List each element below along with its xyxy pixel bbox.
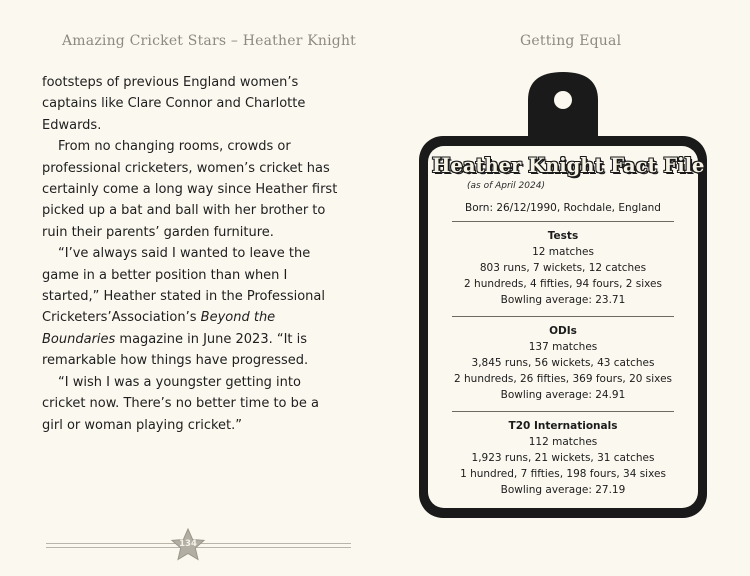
page-number-badge [170,528,206,562]
stats-tests [435,228,691,308]
fact-file-date-note: (as of April 2024) [467,181,545,191]
stats-line: 137 matches [528,341,598,354]
stats-heading: ODIs [549,325,577,337]
stats-heading: Tests [547,230,579,242]
fact-file-born: Born: 26/12/1990, Rochdale, England [465,202,661,214]
stats-line: 3,845 runs, 56 wickets, 43 catches [471,357,655,370]
running-head-right: Getting Equal [520,33,622,49]
divider [452,221,674,222]
page-number: 134 [179,539,197,549]
right-page [375,0,750,576]
stats-line: 112 matches [528,436,598,449]
stats-line: Bowling average: 24.91 [500,389,626,402]
stats-line: Bowling average: 27.19 [500,484,626,497]
stats-heading: T20 Internationals [508,420,618,432]
stats-t20 [435,418,691,498]
body-text [42,72,342,436]
divider [452,411,674,412]
stats-line: 2 hundreds, 26 fifties, 369 fours, 20 sixes [454,373,672,386]
body-paragraph [42,243,342,371]
text-run: From no changing rooms, crowds or professional cricketers, women’s cricket has certainly come a long way since Heather first picked up a bat and ball with her brother to ruin their parents’ garden furniture. [42,139,338,240]
running-head-left: Amazing Cricket Stars – Heather Knight [62,33,356,49]
body-paragraph [42,136,342,243]
body-paragraph [42,372,342,436]
stats-line: 803 runs, 7 wickets, 12 catches [479,262,647,275]
stats-line: Bowling average: 23.71 [500,294,626,307]
stats-line: 1,923 runs, 21 wickets, 31 catches [471,452,655,465]
italic-title: Beyond the Boundaries [42,310,276,347]
stats-line: 2 hundreds, 4 fifties, 94 fours, 2 sixes [464,278,662,291]
stats-line: 12 matches [532,246,594,259]
text-run: “I wish I was a youngster getting into cricket now. There’s no better time to be a girl or woman playing cricket.” [42,374,319,433]
text-run: magazine in June 2023. “It is remarkable how things have progressed. [42,331,309,369]
stats-line: 1 hundred, 7 fifties, 198 fours, 34 sixes [460,468,666,481]
text-run: “I’ve always said I wanted to leave the game in a better position than when I started,” Heather stated in the Professional Cricketers’Association’s [42,246,325,326]
body-paragraph [42,72,342,136]
divider [452,316,674,317]
stats-odis [435,323,691,403]
text-run: footsteps of previous England women’s captains like Clare Connor and Charlotte Edwards. [42,75,306,133]
fact-file-title: Heather Knight Fact File [432,154,705,177]
